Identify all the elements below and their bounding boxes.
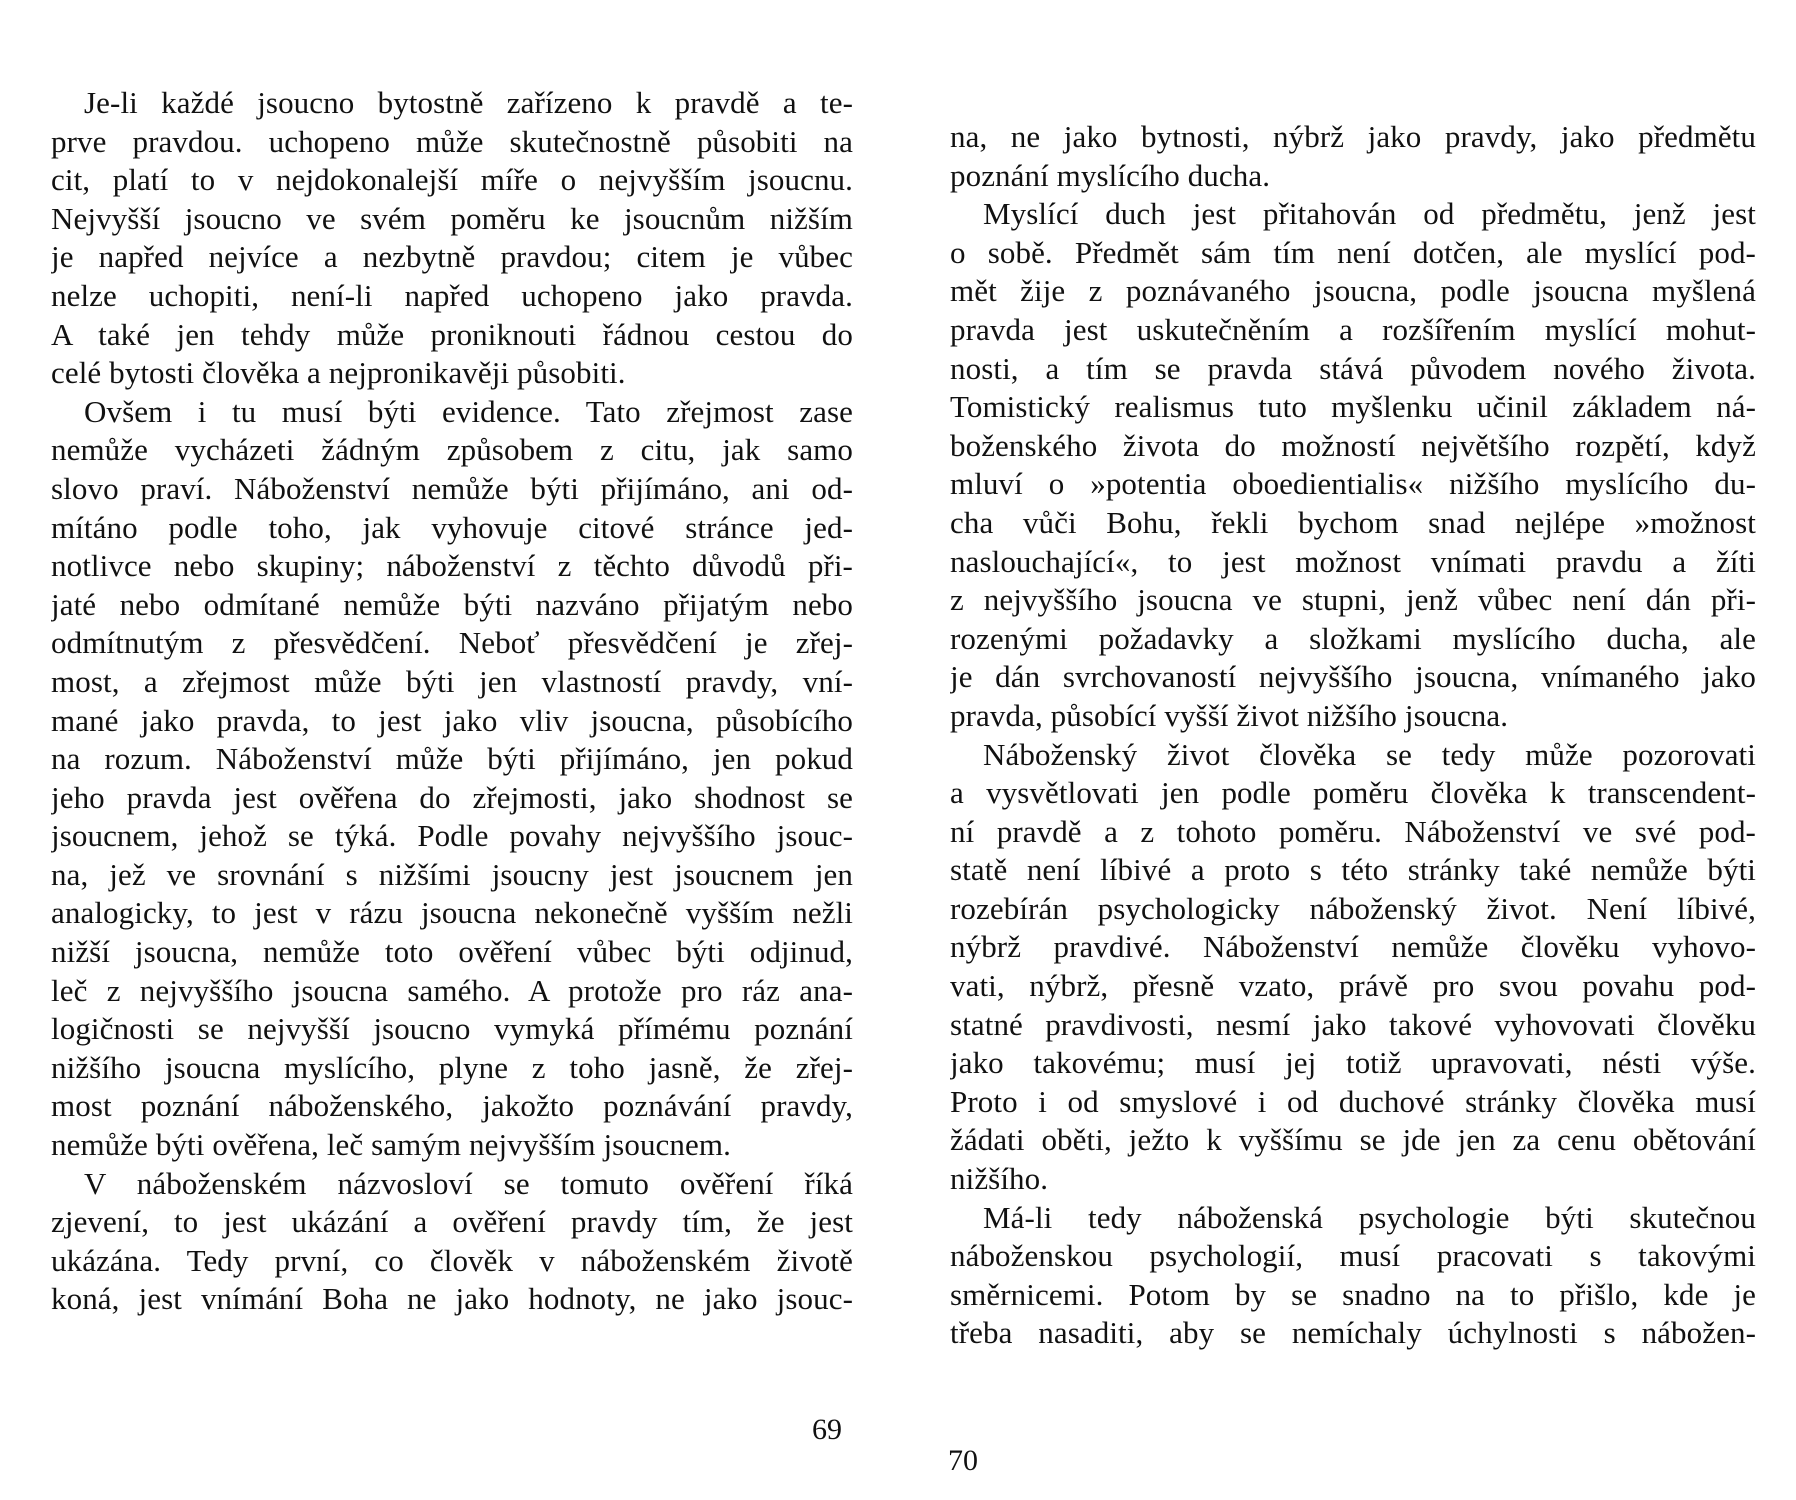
paragraph [950, 195, 1756, 735]
text-line: pravda, působící vyšší život nižšího jsoucna. [950, 697, 1509, 733]
text-line: směrnicemi. Potom by se snadno na to přišlo, kde je [950, 1276, 1756, 1312]
text-line: mět žije z poznávaného jsoucna, podle jsoucna myšlená [950, 273, 1756, 309]
text-line: Nejvyšší jsoucno ve svém poměru ke jsoucnům nižším [51, 200, 853, 236]
paragraph [950, 1199, 1756, 1353]
right-page-text [950, 118, 1756, 1353]
left-page-text [51, 84, 853, 1319]
text-line: nižší jsoucna, nemůže toto ověření vůbec býti odjinud, [51, 934, 853, 970]
text-line: cha vůči Bohu, řekli bychom snad nejlépe »možnost [950, 504, 1756, 540]
text-line: nemůže býti ověřena, leč samým nejvyšším jsoucnem. [51, 1127, 731, 1163]
text-line: jsoucnem, jehož se týká. Podle povahy nejvyššího jsouc- [51, 818, 853, 854]
text-line: nižšího jsoucna myslícího, plyne z toho jasně, že zřej- [51, 1049, 853, 1085]
text-line: a vysvětlovati jen podle poměru člověka k transcendent- [950, 775, 1756, 811]
text-line: Proto i od smyslové i od duchové stránky člověka musí [950, 1083, 1756, 1119]
text-line: Myslící duch jest přitahován od předmětu, jenž jest [983, 196, 1756, 232]
text-line: mítáno podle toho, jak vyhovuje citové stránce jed- [51, 509, 853, 545]
page-number: 70 [948, 1444, 978, 1477]
text-line: náboženskou psychologií, musí pracovati s takovými [950, 1238, 1756, 1274]
text-line: nosti, a tím se pravda stává původem nového života. [950, 350, 1756, 386]
text-line: naslouchající«, to jest možnost vnímati pravdu a žíti [950, 543, 1756, 579]
text-line: zjevení, to jest ukázání a ověření pravdy tím, že jest [51, 1204, 853, 1240]
text-line: analogicky, to jest v rázu jsoucna nekonečně vyšším nežli [51, 895, 853, 931]
text-line: cit, platí to v nejdokonalejší míře o nejvyšším jsoucnu. [51, 162, 853, 198]
text-line: poznání myslícího ducha. [950, 157, 1271, 193]
text-line: vati, nýbrž, přesně vzato, právě pro svou povahu pod- [950, 968, 1756, 1004]
text-line: na, jež ve srovnání s nižšími jsoucny jest jsoucnem jen [51, 856, 853, 892]
paragraph [51, 1165, 853, 1319]
text-line: je dán svrchovaností nejvyššího jsoucna, vnímaného jako [950, 659, 1756, 695]
text-line: logičnosti se nejvyšší jsoucno vymyká přímému poznání [51, 1011, 853, 1047]
text-line: nelze uchopiti, není-li napřed uchopeno jako pravda. [51, 277, 853, 313]
text-line: ní pravdě a z tohoto poměru. Náboženství ve své pod- [950, 813, 1756, 849]
paragraph [950, 736, 1756, 1199]
text-line: boženského života do možností největšího rozpětí, když [950, 427, 1756, 463]
text-line: jako takovému; musí jej totiž upravovati, nésti výše. [950, 1045, 1756, 1081]
text-line: mluví o »potentia oboedientialis« nižšího myslícího du- [950, 466, 1756, 502]
text-line: Ovšem i tu musí býti evidence. Tato zřejmost zase [84, 393, 853, 429]
text-line: je napřed nejvíce a nezbytně pravdou; citem je vůbec [51, 239, 853, 275]
text-line: mané jako pravda, to jest jako vliv jsoucna, působícího [51, 702, 853, 738]
text-line: žádati oběti, ježto k vyššímu se jde jen za cenu obětování [950, 1122, 1756, 1158]
text-line: celé bytosti člověka a nejpronikavěji působiti. [51, 355, 626, 391]
text-line: nižšího. [950, 1161, 1049, 1197]
text-line: V náboženském názvosloví se tomuto ověření říká [84, 1165, 853, 1201]
text-line: nemůže vycházeti žádným způsobem z citu, jak samo [51, 432, 853, 468]
text-line: prve pravdou. uchopeno může skutečnostně působiti na [51, 123, 853, 159]
text-line: most, a zřejmost může býti jen vlastností pravdy, vní- [51, 663, 853, 699]
text-line: na, ne jako bytnosti, nýbrž jako pravdy, jako předmětu [950, 119, 1756, 154]
text-line: A také jen tehdy může proniknouti řádnou cestou do [51, 316, 853, 352]
text-line: o sobě. Předmět sám tím není dotčen, ale myslící pod- [950, 234, 1756, 270]
text-line: statě není líbivé a proto s této stránky také nemůže býti [950, 852, 1756, 888]
text-line: most poznání náboženského, jakožto poznávání pravdy, [51, 1088, 853, 1124]
text-line: jeho pravda jest ověřena do zřejmosti, jako shodnost se [51, 779, 853, 815]
text-line: statné pravdivosti, nesmí jako takové vyhovovati člověku [950, 1006, 1756, 1042]
text-line: nýbrž pravdivé. Náboženství nemůže člověku vyhovo- [950, 929, 1756, 965]
text-line: pravda jest uskutečněním a rozšířením myslící mohut- [950, 311, 1756, 347]
text-line: Je-li každé jsoucno bytostně zařízeno k pravdě a te- [84, 85, 853, 120]
text-line: Má-li tedy náboženská psychologie býti skutečnou [983, 1199, 1756, 1235]
text-line: jaté nebo odmítané nemůže býti nazváno přijatým nebo [51, 586, 853, 622]
text-line: odmítnutým z přesvědčení. Neboť přesvědčení je zřej- [51, 625, 853, 661]
text-line: Tomistický realismus tuto myšlenku učinil základem ná- [950, 389, 1756, 425]
text-line: Náboženský život člověka se tedy může pozorovati [983, 736, 1756, 772]
paragraph [51, 84, 853, 393]
text-line: notlivce nebo skupiny; náboženství z těchto důvodů při- [51, 548, 853, 584]
text-line: třeba nasaditi, aby se nemíchaly úchylnosti s nábožen- [950, 1315, 1756, 1351]
text-line: rozenými požadavky a složkami myslícího ducha, ale [950, 620, 1756, 656]
text-line: slovo praví. Náboženství nemůže býti přijímáno, ani od- [51, 470, 853, 506]
paragraph [51, 393, 853, 1165]
text-line: ukázána. Tedy první, co člověk v náboženském životě [51, 1242, 853, 1278]
page-number: 69 [812, 1413, 842, 1446]
text-line: z nejvyššího jsoucna ve stupni, jenž vůbec není dán při- [950, 582, 1756, 618]
text-line: na rozum. Náboženství může býti přijímáno, jen pokud [51, 741, 853, 777]
text-line: koná, jest vnímání Boha ne jako hodnoty, ne jako jsouc- [51, 1281, 853, 1317]
paragraph [950, 118, 1756, 195]
right-page [898, 0, 1796, 1500]
text-line: leč z nejvyššího jsoucna samého. A protože pro ráz ana- [51, 972, 853, 1008]
text-line: rozebírán psychologicky náboženský život. Není líbivé, [950, 890, 1756, 926]
